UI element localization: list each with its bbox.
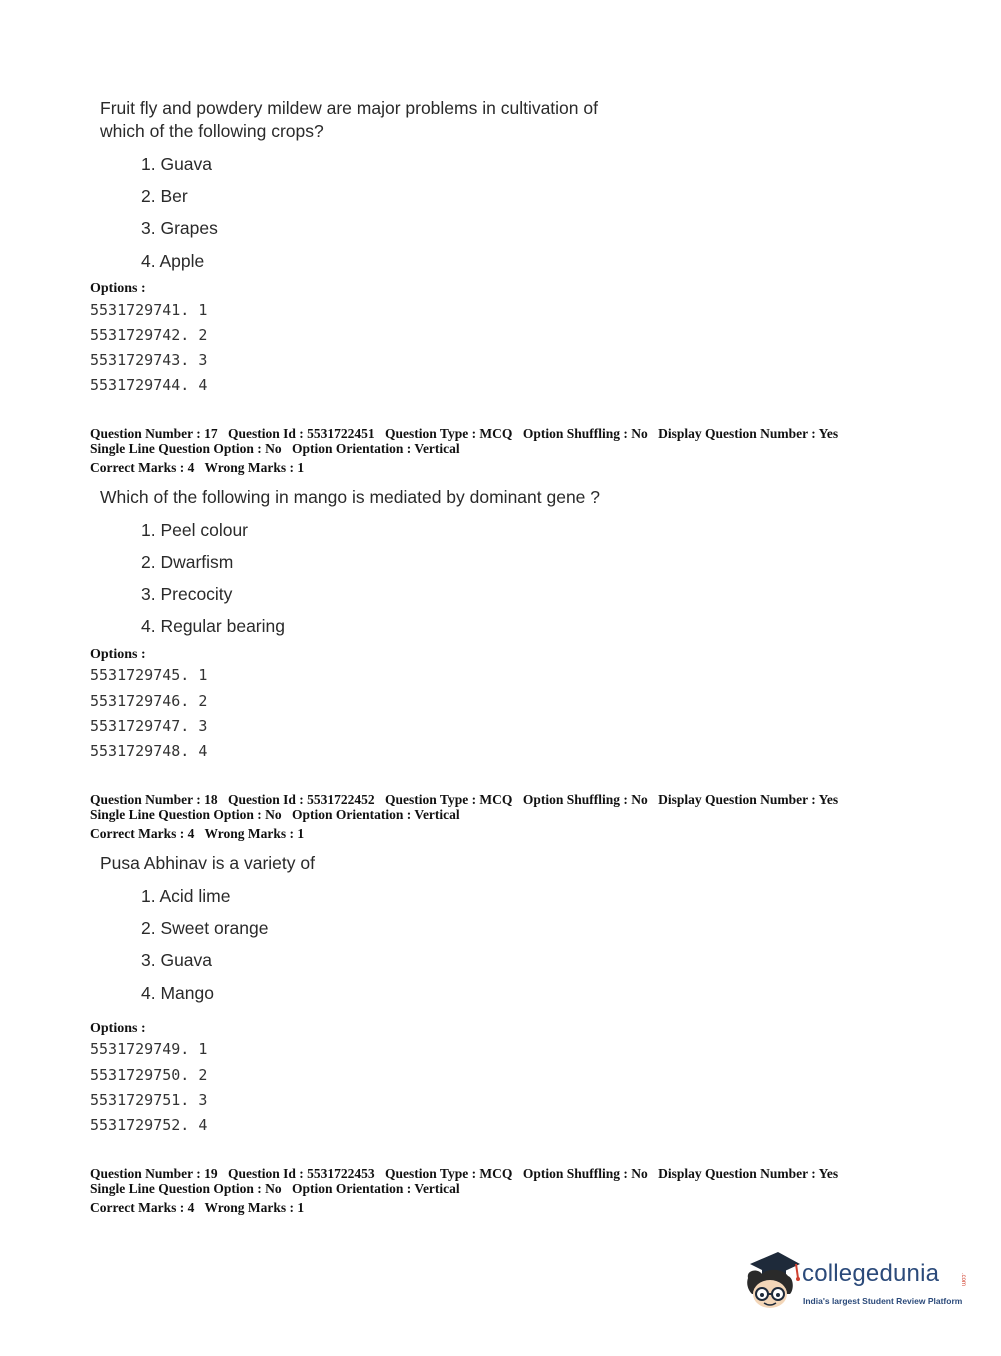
question-17-options-label: Options : bbox=[90, 647, 146, 662]
question-19-display-number: Display Question Number : Yes bbox=[658, 1166, 839, 1181]
question-18-orientation: Option Orientation : Vertical bbox=[292, 807, 460, 822]
question-19-wrong-marks: Wrong Marks : 1 bbox=[204, 1200, 305, 1215]
question-17-single-line: Single Line Question Option : No bbox=[90, 441, 282, 456]
question-18-meta-line-2 bbox=[90, 807, 467, 822]
question-19-shuffling: Option Shuffling : No bbox=[522, 1166, 648, 1181]
question-18-choice-4: 4. Mango bbox=[141, 983, 214, 1003]
question-16-choice-3: 3. Grapes bbox=[141, 218, 218, 238]
question-16-options-label: Options : bbox=[90, 281, 146, 296]
question-16-choice-4: 4. Apple bbox=[141, 251, 205, 271]
question-16-option-id-1: 5531729741. 1 bbox=[90, 301, 208, 319]
question-18-correct-marks: Correct Marks : 4 bbox=[90, 826, 195, 841]
question-19-marks bbox=[90, 1200, 311, 1215]
question-18-option-id-4: 5531729752. 4 bbox=[90, 1116, 208, 1134]
question-19-orientation: Option Orientation : Vertical bbox=[292, 1181, 460, 1196]
question-17-meta-line-1 bbox=[90, 426, 845, 441]
question-18-option-id-1: 5531729749. 1 bbox=[90, 1040, 208, 1058]
question-17-orientation: Option Orientation : Vertical bbox=[292, 441, 460, 456]
collegedunia-logo[interactable] bbox=[742, 1250, 972, 1314]
question-18-text: Pusa Abhinav is a variety of bbox=[100, 853, 315, 873]
question-17-marks bbox=[90, 460, 311, 475]
logo-tagline: India's largest Student Review Platform bbox=[803, 1296, 963, 1306]
question-17-choice-3: 3. Precocity bbox=[141, 584, 233, 604]
question-18-choice-3: 3. Guava bbox=[141, 950, 213, 970]
question-17-id: Question Id : 5531722451 bbox=[228, 426, 375, 441]
question-17-correct-marks: Correct Marks : 4 bbox=[90, 460, 195, 475]
logo-wordmark: collegedunia bbox=[802, 1260, 940, 1287]
question-17-choice-1: 1. Peel colour bbox=[141, 520, 249, 540]
question-17-choice-2: 2. Dwarfism bbox=[141, 552, 234, 572]
question-18-id: Question Id : 5531722452 bbox=[228, 792, 375, 807]
question-18-option-id-2: 5531729750. 2 bbox=[90, 1066, 208, 1084]
question-18-type: Question Type : MCQ bbox=[385, 792, 513, 807]
question-18-choice-2: 2. Sweet orange bbox=[141, 918, 269, 938]
question-17-number: Question Number : 17 bbox=[90, 426, 218, 441]
question-19-meta-line-2 bbox=[90, 1181, 467, 1196]
question-17-wrong-marks: Wrong Marks : 1 bbox=[204, 460, 305, 475]
question-18-meta-line-1 bbox=[90, 792, 845, 807]
question-17-display-number: Display Question Number : Yes bbox=[658, 426, 839, 441]
question-19-correct-marks: Correct Marks : 4 bbox=[90, 1200, 195, 1215]
question-16-option-id-2: 5531729742. 2 bbox=[90, 326, 208, 344]
question-17-option-id-4: 5531729748. 4 bbox=[90, 742, 208, 760]
question-16-text-line-2: which of the following crops? bbox=[100, 121, 324, 141]
question-17-option-id-1: 5531729745. 1 bbox=[90, 666, 208, 684]
question-17-type: Question Type : MCQ bbox=[385, 426, 513, 441]
question-19-meta-line-1 bbox=[90, 1166, 845, 1181]
question-19-type: Question Type : MCQ bbox=[385, 1166, 513, 1181]
question-16-text-line-1: Fruit fly and powdery mildew are major problems in cultivation of bbox=[100, 98, 598, 118]
question-18-display-number: Display Question Number : Yes bbox=[658, 792, 839, 807]
question-17-choice-4: 4. Regular bearing bbox=[141, 616, 285, 636]
mascot-icon bbox=[742, 1250, 804, 1314]
question-17-shuffling: Option Shuffling : No bbox=[522, 426, 648, 441]
question-18-single-line: Single Line Question Option : No bbox=[90, 807, 282, 822]
question-17-text: Which of the following in mango is mediated by dominant gene ? bbox=[100, 487, 601, 507]
logo-domain-suffix: .com bbox=[960, 1273, 966, 1287]
question-18-option-id-3: 5531729751. 3 bbox=[90, 1091, 208, 1109]
question-16-choice-2: 2. Ber bbox=[141, 186, 188, 206]
question-18-options-label: Options : bbox=[90, 1021, 146, 1036]
question-18-marks bbox=[90, 826, 311, 841]
question-18-choice-1: 1. Acid lime bbox=[141, 886, 231, 906]
question-16-option-id-4: 5531729744. 4 bbox=[90, 376, 208, 394]
question-19-id: Question Id : 5531722453 bbox=[228, 1166, 375, 1181]
question-19-single-line: Single Line Question Option : No bbox=[90, 1181, 282, 1196]
question-18-number: Question Number : 18 bbox=[90, 792, 218, 807]
question-17-option-id-2: 5531729746. 2 bbox=[90, 692, 208, 710]
question-18-wrong-marks: Wrong Marks : 1 bbox=[204, 826, 305, 841]
question-19-number: Question Number : 19 bbox=[90, 1166, 218, 1181]
question-16-option-id-3: 5531729743. 3 bbox=[90, 351, 208, 369]
question-18-shuffling: Option Shuffling : No bbox=[522, 792, 648, 807]
question-17-option-id-3: 5531729747. 3 bbox=[90, 717, 208, 735]
question-17-meta-line-2 bbox=[90, 441, 467, 456]
question-16-choice-1: 1. Guava bbox=[141, 154, 213, 174]
